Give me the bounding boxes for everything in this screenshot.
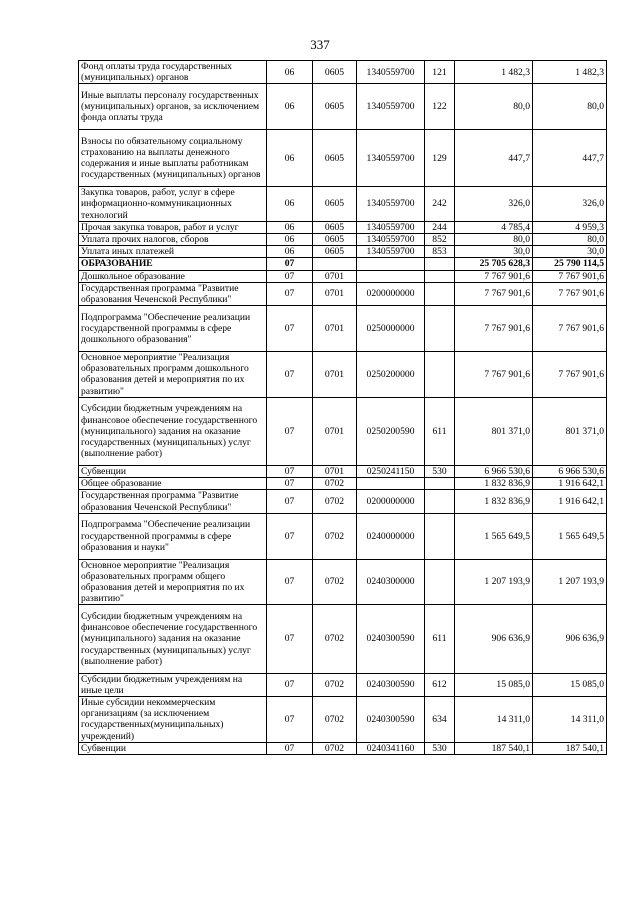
section-code: 07 <box>267 559 313 605</box>
expense-type-code: 611 <box>425 605 455 673</box>
table-row <box>79 306 607 352</box>
row-name: Дошкольное образование <box>79 270 267 282</box>
amount-year-1: 6 966 530,6 <box>455 466 533 478</box>
amount-year-2: 1 207 193,9 <box>533 559 607 605</box>
subsection-code: 0702 <box>313 490 357 513</box>
amount-year-2: 7 767 901,6 <box>533 352 607 398</box>
expense-type-code: 244 <box>425 221 455 233</box>
subsection-code: 0605 <box>313 84 357 130</box>
target-article-code: 0240000000 <box>357 513 425 559</box>
amount-year-2: 7 767 901,6 <box>533 282 607 305</box>
amount-year-2: 1 916 642,1 <box>533 478 607 490</box>
section-code: 07 <box>267 697 313 743</box>
table-row <box>79 61 607 84</box>
expense-type-code: 242 <box>425 187 455 222</box>
amount-year-2: 30,0 <box>533 246 607 258</box>
amount-year-1: 80,0 <box>455 84 533 130</box>
subsection-code: 0605 <box>313 221 357 233</box>
expense-type-code <box>425 478 455 490</box>
table-row <box>79 697 607 743</box>
target-article-code <box>357 270 425 282</box>
target-article-code: 1340559700 <box>357 130 425 187</box>
section-code: 07 <box>267 466 313 478</box>
subsection-code: 0702 <box>313 478 357 490</box>
row-name: Государственная программа "Развитие образования Чеченской Республики" <box>79 282 267 305</box>
amount-year-2: 906 636,9 <box>533 605 607 673</box>
subsection-code: 0702 <box>313 559 357 605</box>
row-name: Закупка товаров, работ, услуг в сфере информационно-коммуникационных технологий <box>79 187 267 222</box>
amount-year-1: 1 207 193,9 <box>455 559 533 605</box>
expense-type-code: 852 <box>425 234 455 246</box>
target-article-code: 0240300590 <box>357 697 425 743</box>
amount-year-2: 801 371,0 <box>533 397 607 465</box>
row-name: Основное мероприятие "Реализация образовательных программ общего образования детей и мероприятия по их развитию" <box>79 559 267 605</box>
section-code: 07 <box>267 513 313 559</box>
section-code: 07 <box>267 742 313 754</box>
expense-type-code <box>425 513 455 559</box>
amount-year-2: 187 540,1 <box>533 742 607 754</box>
target-article-code: 0200000000 <box>357 490 425 513</box>
section-code: 07 <box>267 306 313 352</box>
row-name: Основное мероприятие "Реализация образовательных программ дошкольного образования детей и мероприятия по их развитию" <box>79 352 267 398</box>
table-row <box>79 130 607 187</box>
table-row <box>79 187 607 222</box>
subsection-code: 0702 <box>313 742 357 754</box>
row-name: Подпрограмма "Обеспечение реализации государственной программы в сфере дошкольного образования" <box>79 306 267 352</box>
expense-type-code <box>425 306 455 352</box>
expense-type-code <box>425 490 455 513</box>
amount-year-2: 25 790 114,5 <box>533 258 607 270</box>
section-code: 07 <box>267 605 313 673</box>
subsection-code: 0701 <box>313 306 357 352</box>
table-row <box>79 466 607 478</box>
amount-year-1: 7 767 901,6 <box>455 306 533 352</box>
amount-year-2: 15 085,0 <box>533 673 607 696</box>
table-row <box>79 246 607 258</box>
row-name: Общее образование <box>79 478 267 490</box>
row-name: Государственная программа "Развитие образования Чеченской Республики" <box>79 490 267 513</box>
row-name: Субсидии бюджетным учреждениям на иные цели <box>79 673 267 696</box>
row-name: Субсидии бюджетным учреждениям на финансовое обеспечение государственного (муниципального) задания на оказание государственных (муниципальных) услуг (выполнение работ) <box>79 397 267 465</box>
amount-year-1: 1 565 649,5 <box>455 513 533 559</box>
row-name: Субвенции <box>79 466 267 478</box>
subsection-code: 0605 <box>313 246 357 258</box>
section-code: 07 <box>267 673 313 696</box>
subsection-code: 0605 <box>313 130 357 187</box>
amount-year-2: 326,0 <box>533 187 607 222</box>
amount-year-2: 1 482,3 <box>533 61 607 84</box>
amount-year-1: 326,0 <box>455 187 533 222</box>
table-row <box>79 559 607 605</box>
target-article-code <box>357 478 425 490</box>
table-row <box>79 673 607 696</box>
table-row <box>79 221 607 233</box>
target-article-code: 1340559700 <box>357 84 425 130</box>
target-article-code: 0250200590 <box>357 397 425 465</box>
target-article-code: 0240300590 <box>357 673 425 696</box>
expense-type-code: 634 <box>425 697 455 743</box>
amount-year-1: 1 832 836,9 <box>455 478 533 490</box>
subsection-code: 0702 <box>313 605 357 673</box>
section-code: 06 <box>267 246 313 258</box>
amount-year-2: 447,7 <box>533 130 607 187</box>
table-row <box>79 258 607 270</box>
table-row <box>79 513 607 559</box>
table-row <box>79 270 607 282</box>
table-row <box>79 397 607 465</box>
amount-year-1: 4 785,4 <box>455 221 533 233</box>
amount-year-1: 7 767 901,6 <box>455 282 533 305</box>
subsection-code <box>313 258 357 270</box>
subsection-code: 0701 <box>313 282 357 305</box>
expense-type-code: 122 <box>425 84 455 130</box>
amount-year-1: 906 636,9 <box>455 605 533 673</box>
row-name: Иные выплаты персоналу государственных (муниципальных) органов, за исключением фонда оплаты труда <box>79 84 267 130</box>
table-row <box>79 282 607 305</box>
row-name: Иные субсидии некоммерческим организациям (за исключением государственных(муниципальных) учреждений) <box>79 697 267 743</box>
target-article-code: 0250200000 <box>357 352 425 398</box>
amount-year-1: 187 540,1 <box>455 742 533 754</box>
table-row <box>79 352 607 398</box>
section-code: 07 <box>267 282 313 305</box>
section-code: 06 <box>267 61 313 84</box>
row-name: Субвенции <box>79 742 267 754</box>
expense-type-code <box>425 282 455 305</box>
expense-type-code: 530 <box>425 742 455 754</box>
expense-type-code: 611 <box>425 397 455 465</box>
expense-type-code: 129 <box>425 130 455 187</box>
amount-year-1: 1 832 836,9 <box>455 490 533 513</box>
target-article-code: 0240341160 <box>357 742 425 754</box>
amount-year-1: 7 767 901,6 <box>455 270 533 282</box>
amount-year-1: 14 311,0 <box>455 697 533 743</box>
amount-year-2: 1 565 649,5 <box>533 513 607 559</box>
amount-year-2: 14 311,0 <box>533 697 607 743</box>
amount-year-1: 1 482,3 <box>455 61 533 84</box>
row-name: Фонд оплаты труда государственных (муниципальных) органов <box>79 61 267 84</box>
section-code: 07 <box>267 258 313 270</box>
amount-year-1: 447,7 <box>455 130 533 187</box>
expense-type-code <box>425 559 455 605</box>
section-code: 07 <box>267 352 313 398</box>
budget-table <box>78 60 607 755</box>
expense-type-code <box>425 270 455 282</box>
table-row <box>79 742 607 754</box>
row-name: Уплата прочих налогов, сборов <box>79 234 267 246</box>
page-number: 337 <box>310 37 330 52</box>
amount-year-1: 15 085,0 <box>455 673 533 696</box>
target-article-code: 1340559700 <box>357 61 425 84</box>
section-code: 07 <box>267 397 313 465</box>
subsection-code: 0701 <box>313 397 357 465</box>
expense-type-code: 853 <box>425 246 455 258</box>
subsection-code: 0701 <box>313 270 357 282</box>
expense-type-code: 121 <box>425 61 455 84</box>
target-article-code: 1340559700 <box>357 234 425 246</box>
amount-year-2: 80,0 <box>533 234 607 246</box>
amount-year-1: 25 705 628,3 <box>455 258 533 270</box>
row-name: Взносы по обязательному социальному страхованию на выплаты денежного содержания и иные выплаты работникам государственных (муниципальных) органов <box>79 130 267 187</box>
table-row <box>79 84 607 130</box>
amount-year-2: 1 916 642,1 <box>533 490 607 513</box>
section-code: 07 <box>267 478 313 490</box>
amount-year-2: 7 767 901,6 <box>533 306 607 352</box>
expense-type-code <box>425 258 455 270</box>
subsection-code: 0702 <box>313 673 357 696</box>
amount-year-2: 7 767 901,6 <box>533 270 607 282</box>
section-code: 06 <box>267 187 313 222</box>
amount-year-1: 30,0 <box>455 246 533 258</box>
subsection-code: 0701 <box>313 466 357 478</box>
table-row <box>79 234 607 246</box>
table-row <box>79 478 607 490</box>
section-code: 06 <box>267 84 313 130</box>
row-name: ОБРАЗОВАНИЕ <box>79 258 267 270</box>
subsection-code: 0605 <box>313 187 357 222</box>
amount-year-2: 4 959,3 <box>533 221 607 233</box>
target-article-code: 1340559700 <box>357 246 425 258</box>
table-row <box>79 490 607 513</box>
row-name: Прочая закупка товаров, работ и услуг <box>79 221 267 233</box>
table-row <box>79 605 607 673</box>
target-article-code: 0240300590 <box>357 605 425 673</box>
target-article-code <box>357 258 425 270</box>
section-code: 07 <box>267 270 313 282</box>
subsection-code: 0605 <box>313 234 357 246</box>
section-code: 07 <box>267 490 313 513</box>
amount-year-1: 80,0 <box>455 234 533 246</box>
amount-year-2: 80,0 <box>533 84 607 130</box>
section-code: 06 <box>267 234 313 246</box>
amount-year-1: 7 767 901,6 <box>455 352 533 398</box>
row-name: Уплата иных платежей <box>79 246 267 258</box>
subsection-code: 0702 <box>313 697 357 743</box>
section-code: 06 <box>267 221 313 233</box>
target-article-code: 0200000000 <box>357 282 425 305</box>
target-article-code: 1340559700 <box>357 187 425 222</box>
expense-type-code: 612 <box>425 673 455 696</box>
budget-table-body <box>79 61 607 755</box>
row-name: Субсидии бюджетным учреждениям на финансовое обеспечение государственного (муниципального) задания на оказание государственных (муниципальных) услуг (выполнение работ) <box>79 605 267 673</box>
subsection-code: 0701 <box>313 352 357 398</box>
section-code: 06 <box>267 130 313 187</box>
expense-type-code: 530 <box>425 466 455 478</box>
subsection-code: 0605 <box>313 61 357 84</box>
target-article-code: 1340559700 <box>357 221 425 233</box>
target-article-code: 0250241150 <box>357 466 425 478</box>
row-name: Подпрограмма "Обеспечение реализации государственной программы в сфере образования и науки" <box>79 513 267 559</box>
amount-year-2: 6 966 530,6 <box>533 466 607 478</box>
target-article-code: 0250000000 <box>357 306 425 352</box>
subsection-code: 0702 <box>313 513 357 559</box>
target-article-code: 0240300000 <box>357 559 425 605</box>
amount-year-1: 801 371,0 <box>455 397 533 465</box>
expense-type-code <box>425 352 455 398</box>
